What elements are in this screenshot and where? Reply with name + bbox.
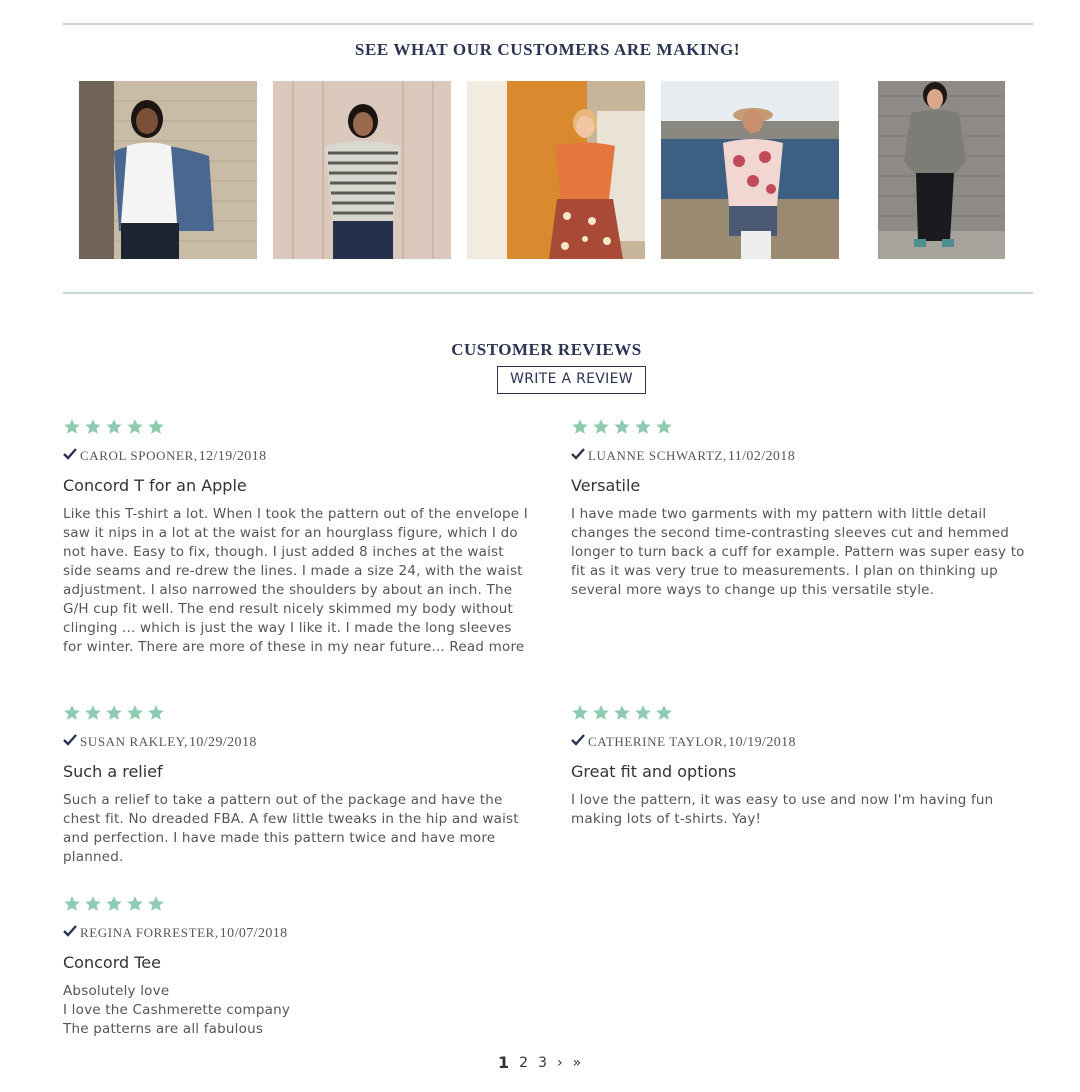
star-rating [63,418,531,436]
review-body-text: I have made two garments with my pattern with little detail changes the second time-contrasting sleeves cut and hemmed longer to turn back a cuff for example. Pattern was super easy to fit as it was very true to measurements. I plan on thinking up several more ways to change up this versatile style. [571,506,1025,598]
customer-photo-3[interactable] [467,81,645,259]
review-author: CATHERINE TAYLOR, [588,734,728,749]
review-body [63,982,531,1039]
customer-photo-2[interactable] [273,81,451,259]
review-item [571,704,1031,829]
review-date: 10/29/2018 [188,735,257,750]
star-icon [63,418,81,436]
star-icon [126,704,144,722]
reviews-title: CUSTOMER REVIEWS [451,340,642,359]
review-body-text: Such a relief to take a pattern out of the package and have the chest fit. No dreaded FBA. A few little tweaks in the hip and waist and perfection. I have made this pattern twice and have more planned. [63,792,519,865]
verified-check-icon [571,734,585,746]
review-title: Versatile [571,476,641,495]
star-rating [571,418,1031,436]
star-icon [105,418,123,436]
read-more-link[interactable]: Read more [449,639,525,655]
review-author: LUANNE SCHWARTZ, [588,448,727,463]
verified-check-icon [63,448,77,460]
review-body-text: Absolutely love I love the Cashmerette company The patterns are all fabulous [63,983,291,1037]
verified-check-icon [571,448,585,460]
review-title: Such a relief [63,762,163,781]
review-date: 10/19/2018 [728,735,796,750]
review-body [63,505,531,657]
review-author-line [63,448,531,465]
review-item [571,418,1031,600]
star-icon [63,704,81,722]
star-icon [126,895,144,913]
review-item [63,418,531,657]
star-icon [147,704,165,722]
review-item [63,704,531,867]
review-body [63,791,531,867]
top-divider [63,23,1033,25]
star-icon [571,704,589,722]
customer-photo-5[interactable] [878,81,1005,259]
review-body-text: Like this T-shirt a lot. When I took the pattern out of the envelope I saw it nips in a lot at the waist for an hourglass figure, which I do not have. Easy to fix, though. I just added 8 inches at the waist side seams and re-drew the lines. I made a size 24, with the waist adjustment. I also narrowed the shoulders by about an inch. The G/H cup fit well. The end result nicely skimmed my body without clinging ... which is just the way I like it. I made the long sleeves for winter. There are more of these in my near future... [63,506,528,655]
star-icon [634,418,652,436]
review-title: Concord T for an Apple [63,476,247,495]
review-date: 11/02/2018 [727,449,796,464]
pagination [498,1053,591,1072]
review-title: Great fit and options [571,762,737,781]
write-review-button[interactable]: WRITE A REVIEW [497,366,646,394]
star-icon [63,895,81,913]
verified-check-icon [63,734,77,746]
star-icon [613,704,631,722]
page-1-link[interactable]: 1 [498,1053,510,1072]
review-date: 10/07/2018 [219,926,288,941]
page-2-link[interactable]: 2 [519,1054,529,1071]
review-author-line [63,925,531,942]
review-author-line [571,734,1031,751]
review-body-text: I love the pattern, it was easy to use and now I'm having fun making lots of t-shirts. Yay! [571,792,994,827]
star-icon [126,418,144,436]
review-author-line [63,734,531,751]
star-icon [592,704,610,722]
star-icon [592,418,610,436]
review-author-line [571,448,1031,465]
star-icon [84,418,102,436]
star-icon [105,895,123,913]
next-page-icon[interactable]: › [556,1054,563,1071]
star-icon [655,418,673,436]
star-rating [571,704,1031,722]
review-body [571,505,1031,600]
star-icon [147,418,165,436]
star-icon [84,704,102,722]
star-icon [613,418,631,436]
gallery-divider [63,292,1033,294]
customer-photo-4[interactable] [661,81,839,259]
gallery-title: SEE WHAT OUR CUSTOMERS ARE MAKING! [354,40,741,59]
last-page-icon[interactable]: » [572,1054,582,1071]
review-date: 12/19/2018 [198,449,267,464]
customer-photo-1[interactable] [79,81,257,259]
review-item [63,895,531,1039]
star-icon [84,895,102,913]
review-author: CAROL SPOONER, [80,448,198,463]
star-rating [63,704,531,722]
star-icon [147,895,165,913]
verified-check-icon [63,925,77,937]
star-icon [634,704,652,722]
review-body [571,791,1031,829]
star-icon [105,704,123,722]
star-rating [63,895,531,913]
review-author: REGINA FORRESTER, [80,925,219,940]
star-icon [655,704,673,722]
star-icon [571,418,589,436]
page-3-link[interactable]: 3 [538,1054,547,1071]
review-title: Concord Tee [63,953,161,972]
review-author: SUSAN RAKLEY, [80,734,188,749]
